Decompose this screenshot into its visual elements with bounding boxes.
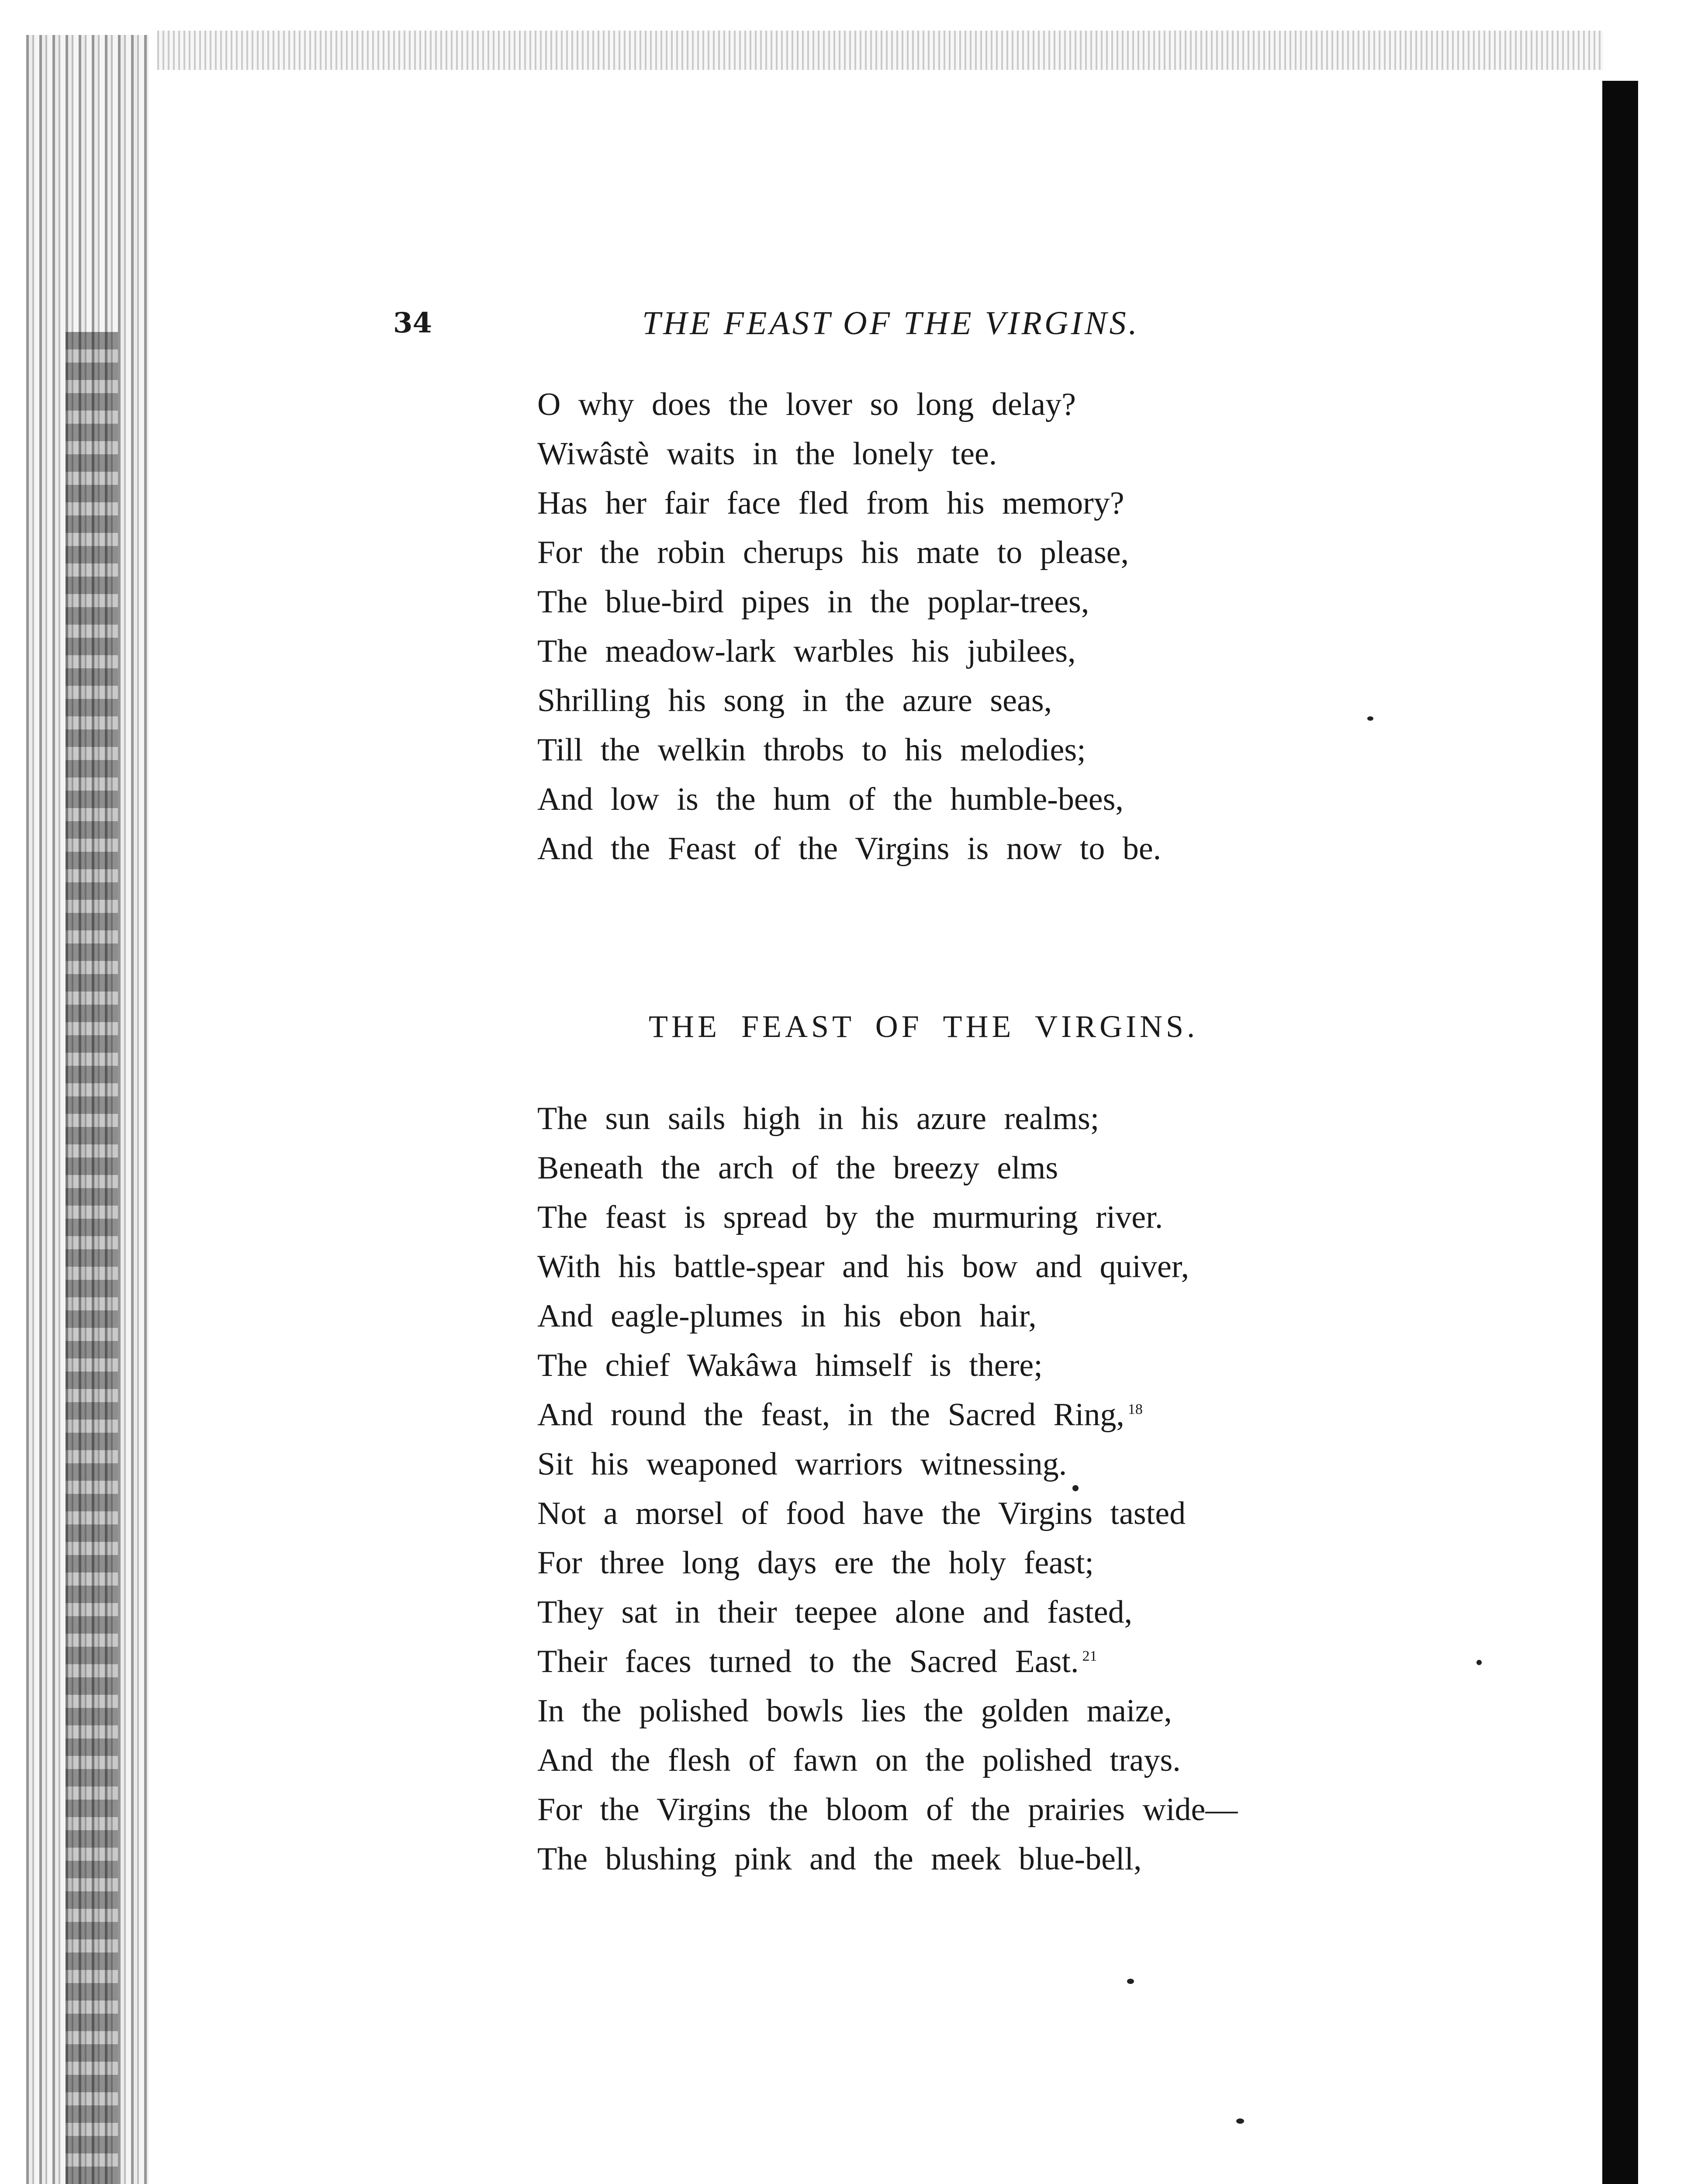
ink-speck xyxy=(1127,1979,1134,1984)
scan-binding-shadow xyxy=(66,332,118,2184)
verse-line: The feast is spread by the murmuring river. xyxy=(537,1199,1163,1235)
verse-line: For the robin cherups his mate to please, xyxy=(537,535,1129,570)
verse-line: The blushing pink and the meek blue-bell, xyxy=(537,1841,1142,1877)
ink-speck xyxy=(1367,716,1373,721)
verse-line: Has her fair face fled from his memory? xyxy=(537,485,1124,521)
verse-line: And the flesh of fawn on the polished trays. xyxy=(537,1742,1181,1778)
verse-line: The sun sails high in his azure realms; xyxy=(537,1101,1099,1137)
verse-line: The blue-bird pipes in the poplar-trees, xyxy=(537,584,1089,620)
stanza-feast xyxy=(537,1094,1238,1884)
verse-line: For the Virgins the bloom of the prairies wide— xyxy=(537,1792,1238,1828)
ink-speck xyxy=(1476,1660,1482,1665)
verse-line: The meadow-lark warbles his jubilees, xyxy=(537,633,1076,669)
verse-line-with-footnote xyxy=(537,1390,1238,1440)
section-title: THE FEAST OF THE VIRGINS. xyxy=(649,1009,1199,1044)
footnote-ref[interactable]: 21 xyxy=(1082,1648,1097,1665)
verse-line: Beneath the arch of the breezy elms xyxy=(537,1150,1058,1186)
verse-line: Sit his weaponed warriors witnessing. xyxy=(537,1446,1067,1482)
stanza-continuation xyxy=(537,380,1161,874)
verse-text: And round the feast, in the Sacred Ring, xyxy=(537,1397,1124,1433)
verse-line: Till the welkin throbs to his melodies; xyxy=(537,732,1086,768)
verse-line: And eagle-plumes in his ebon hair, xyxy=(537,1298,1037,1334)
verse-line: And the Feast of the Virgins is now to be. xyxy=(537,831,1162,867)
verse-line: And low is the hum of the humble-bees, xyxy=(537,781,1124,817)
verse-line: Wiwâstè waits in the lonely tee. xyxy=(537,436,997,472)
verse-line: For three long days ere the holy feast; xyxy=(537,1545,1094,1581)
running-head: THE FEAST OF THE VIRGINS. xyxy=(642,305,1140,342)
verse-line: With his battle-spear and his bow and quiver, xyxy=(537,1249,1189,1285)
verse-line-with-footnote xyxy=(537,1637,1238,1686)
scan-edge-top xyxy=(157,31,1603,70)
verse-line: Shrilling his song in the azure seas, xyxy=(537,683,1052,719)
verse-line: They sat in their teepee alone and fasted, xyxy=(537,1594,1133,1630)
ink-speck xyxy=(1236,2118,1244,2124)
page-number: 34 xyxy=(393,307,432,339)
verse-line: The chief Wakâwa himself is there; xyxy=(537,1348,1043,1383)
footnote-ref[interactable]: 18 xyxy=(1127,1401,1143,1418)
verse-text: Their faces turned to the Sacred East. xyxy=(537,1644,1079,1679)
verse-line: O why does the lover so long delay? xyxy=(537,387,1076,422)
verse-line: In the polished bowls lies the golden maize, xyxy=(537,1693,1172,1729)
scan-edge-right xyxy=(1602,81,1638,2184)
page-header xyxy=(393,306,1267,354)
verse-line: Not a morsel of food have the Virgins tasted xyxy=(537,1496,1186,1531)
